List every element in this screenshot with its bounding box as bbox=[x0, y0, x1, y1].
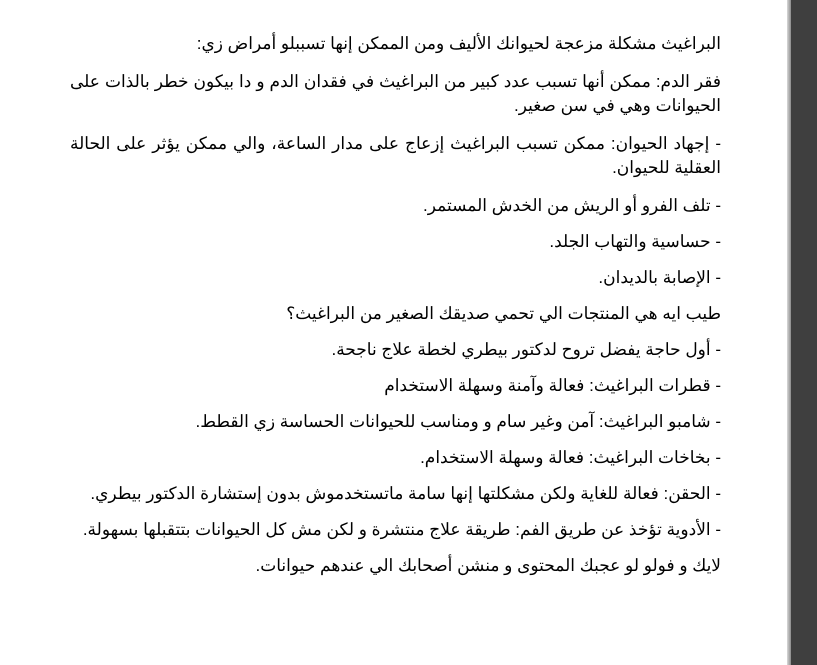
paragraph-flea-shampoo: - شامبو البراغيث: آمن وغير سام و ومناسب للحيوانات الحساسة زي القطط. bbox=[195, 412, 721, 431]
paragraph-fur-damage: - تلف الفرو أو الريش من الخدش المستمر. bbox=[423, 196, 721, 215]
document-body[interactable] bbox=[70, 32, 721, 590]
paragraph-skin-allergy: - حساسية والتهاب الجلد. bbox=[549, 232, 721, 251]
paragraph-products-question: طيب ايه هي المنتجات الي تحمي صديقك الصغير من البراغيث؟ bbox=[286, 304, 721, 323]
workspace-background bbox=[791, 0, 817, 665]
paragraph-worms: - الإصابة بالديدان. bbox=[598, 268, 721, 287]
paragraph-flea-sprays: - بخاخات البراغيث: فعالة وسهلة الاستخدام. bbox=[420, 448, 721, 467]
paragraph-call-to-action: لايك و فولو لو عجبك المحتوى و منشن أصحابك الي عندهم حيوانات. bbox=[255, 556, 721, 575]
paragraph-vet-first: - أول حاجة يفضل تروح لدكتور بيطري لخطة علاج ناجحة. bbox=[331, 340, 721, 359]
paragraph-stress: - إجهاد الحيوان: ممكن تسبب البراغيث إزعاج على مدار الساعة، والي ممكن يؤثر على الحالة العقلية للحيوان. bbox=[70, 134, 721, 177]
paragraph-anemia: فقر الدم: ممكن أنها تسبب عدد كبير من البراغيث في فقدان الدم و دا بيكون خطر بالذات على الحيوانات وهي في سن صغير. bbox=[70, 72, 721, 115]
paragraph-flea-drops: - قطرات البراغيث: فعالة وآمنة وسهلة الاستخدام bbox=[384, 376, 721, 395]
paragraph-intro: البراغيث مشكلة مزعجة لحيوانك الأليف ومن الممكن إنها تسببلو أمراض زي: bbox=[196, 34, 721, 53]
paragraph-injections: - الحقن: فعالة للغاية ولكن مشكلتها إنها سامة ماتستخدموش بدون إستشارة الدكتور بيطري. bbox=[90, 484, 721, 503]
paragraph-oral-medication: - الأدوية تؤخذ عن طريق الفم: طريقة علاج منتشرة و لكن مش كل الحيوانات بتتقبلها بسهولة. bbox=[82, 520, 721, 539]
